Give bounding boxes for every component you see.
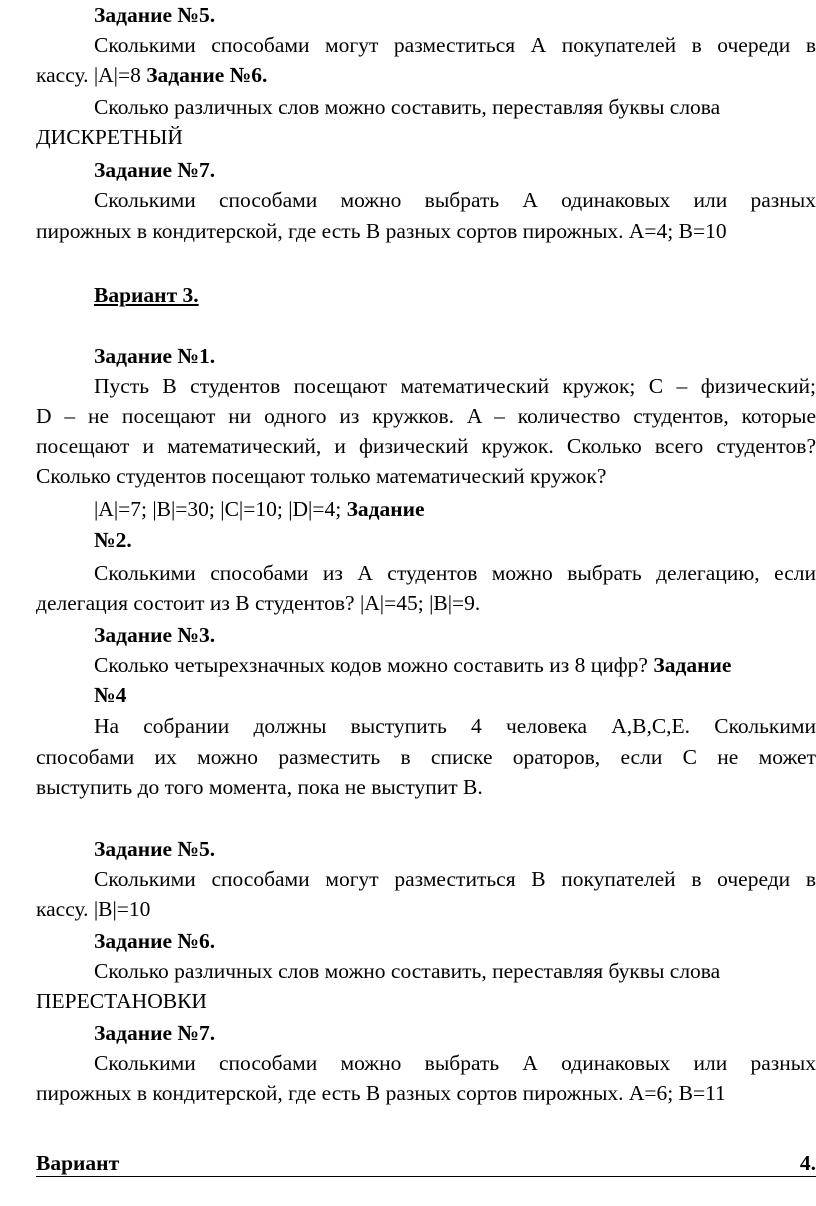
task-6-heading: Задание №6. — [146, 63, 268, 87]
variant-4-title-word: Вариант — [36, 1151, 120, 1175]
v3-task-2-heading-a: Задание — [346, 497, 425, 521]
task-5-text-line-2: кассу. |A|=8 Задание №6. — [36, 63, 268, 87]
v3-task-1-heading: Задание №1. — [94, 344, 216, 368]
v3-task-1-line-2: D – не посещают ни одного из кружков. A – количество студентов, которые — [36, 404, 816, 428]
v3-task-7-line-2: пирожных в кондитерской, где есть В разных сортов пирожных. А=6; В=11 — [36, 1081, 726, 1105]
v3-task-6-line-1: Сколько различных слов можно составить, переставляя буквы слова — [94, 959, 721, 983]
v3-task-6-line-2: ПЕРЕСТАНОВКИ — [36, 989, 207, 1013]
v3-task-4-line-3: выступить до того момента, пока не выступит В. — [36, 775, 483, 799]
task-5-heading: Задание №5. — [94, 3, 216, 27]
v3-task-1-line-1: Пусть B студентов посещают математический кружок; C – физический; — [94, 374, 816, 398]
v3-task-4-heading-b: №4 — [94, 683, 127, 707]
v3-task-1-line-3: посещают и математический, и физический кружок. Сколько всего студентов? — [36, 434, 816, 458]
v3-task-4-heading-a: Задание — [653, 653, 732, 677]
variant-4-title — [36, 1150, 816, 1177]
task-7-text-line-1: Сколькими способами можно выбрать А одинаковых или разных — [94, 188, 816, 212]
v3-task-2-line-2: делегация состоит из В студентов? |A|=45; |B|=9. — [36, 591, 481, 615]
task-6-text-line-2: ДИСКРЕТНЫЙ — [36, 125, 183, 149]
v3-task-4-line-2: способами их можно разместить в списке ораторов, если С не может — [36, 745, 816, 769]
v3-task-7-heading: Задание №7. — [94, 1021, 216, 1045]
v3-task-2-line-1: Сколькими способами из А студентов можно выбрать делегацию, если — [94, 561, 816, 585]
v3-task-3-line-1: Сколько четырехзначных кодов можно составить из 8 цифр? Задание — [94, 653, 732, 677]
task-6-text-line-1: Сколько различных слов можно составить, переставляя буквы слова — [94, 95, 721, 119]
v3-task-5-line-2: кассу. |B|=10 — [36, 897, 151, 921]
task-7-text-line-2: пирожных в кондитерской, где есть В разных сортов пирожных. А=4; В=10 — [36, 219, 727, 243]
v3-task-5-line-1: Сколькими способами могут разместиться В покупателей в очереди в — [94, 867, 816, 891]
v3-task-3-heading: Задание №3. — [94, 623, 216, 647]
variant-4-title-number: 4. — [799, 1151, 816, 1175]
v3-task-7-line-1: Сколькими способами можно выбрать А одинаковых или разных — [94, 1051, 816, 1075]
variant-3-title: Вариант 3. — [94, 283, 199, 307]
v3-task-6-heading: Задание №6. — [94, 929, 216, 953]
v3-task-1-line-4: Сколько студентов посещают только математический кружок? — [36, 464, 607, 488]
task-5-text-line-1: Сколькими способами могут разместиться А покупателей в очереди в — [94, 33, 816, 57]
v3-task-1-values: |A|=7; |B|=30; |C|=10; |D|=4; Задание — [94, 497, 425, 521]
v3-task-5-heading: Задание №5. — [94, 837, 216, 861]
v3-task-4-line-1: На собрании должны выступить 4 человека А,В,С,Е. Сколькими — [94, 714, 816, 738]
task-7-heading: Задание №7. — [94, 158, 216, 182]
v3-task-2-heading-b: №2. — [94, 528, 132, 552]
